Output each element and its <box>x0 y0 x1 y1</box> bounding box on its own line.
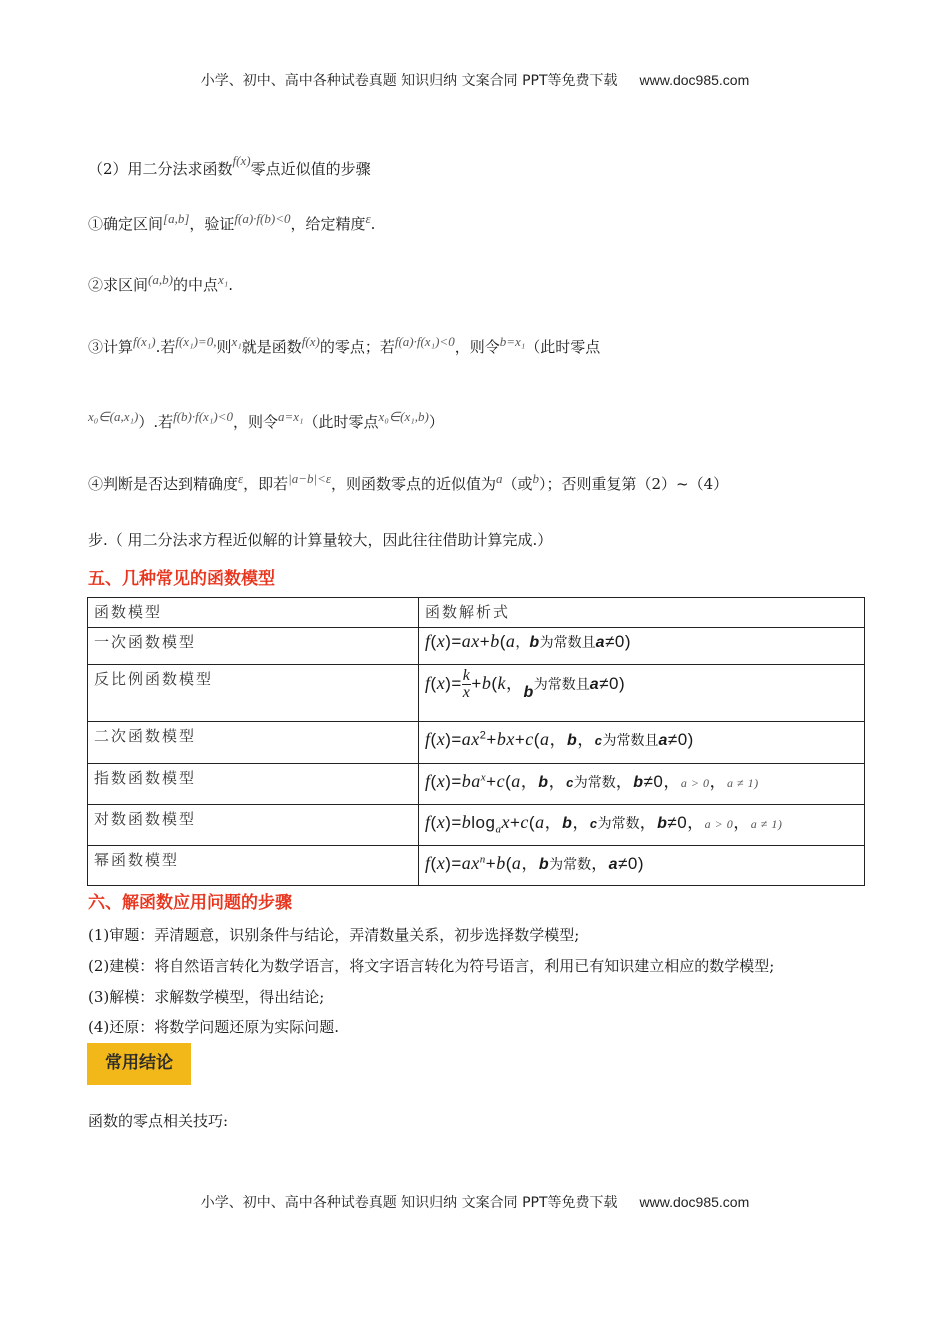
bisection-step-3 <box>88 336 600 357</box>
math: f(x₁)=0, <box>175 334 217 349</box>
math: ε <box>238 471 244 486</box>
math: x₀∈(a,x₁) <box>88 409 139 424</box>
math: f(x₁) <box>133 334 156 349</box>
sep: ， <box>515 635 530 651</box>
text: ，验证 <box>189 215 235 233</box>
common-conclusions-badge: 常用结论 <box>87 1043 191 1085</box>
table-row <box>88 665 865 722</box>
table-row <box>88 628 865 665</box>
const-label: 为常数 <box>533 676 576 693</box>
step-2: (2)建模：将自然语言转化为数学语言，将文字语言转化为符号语言，利用已有知识建立相应的数学模型; <box>88 957 775 975</box>
text: 则 <box>216 338 232 356</box>
math: b <box>532 471 540 486</box>
model-name: 反比例函数模型 <box>88 665 419 722</box>
math: x₁ <box>231 334 242 349</box>
text: ③计算 <box>88 338 134 356</box>
text: 的零点；若 <box>319 338 395 356</box>
const-label: 为常数 <box>549 857 592 873</box>
math: f(x) <box>301 334 320 349</box>
bisection-step-3-cont <box>88 411 444 432</box>
math: f(b)·f(x₁)<0 <box>173 409 233 424</box>
math: f(a)·f(b)<0 <box>234 211 291 226</box>
page-header <box>0 70 950 90</box>
model-formula: f(x)=blog$_a$x+c(a，b，c为常数，b≠0，a > 0，a ≠ 1) <box>419 805 865 846</box>
model-name: 指数函数模型 <box>88 764 419 805</box>
text: （此时零点 <box>303 413 379 431</box>
text: （此时零点 <box>525 338 601 356</box>
table-row <box>88 846 865 886</box>
math: f(x) <box>232 153 251 168</box>
bisection-title <box>88 153 371 179</box>
bisection-step-1 <box>88 213 375 234</box>
footer-text: 小学、初中、高中各种试卷真题 知识归纳 文案合同 PPT等免费下载 <box>200 1195 618 1211</box>
and-label: 且 <box>575 676 590 693</box>
col-header-model: 函数模型 <box>88 598 419 628</box>
step-3: (3)解模：求解数学模型，得出结论; <box>88 988 325 1006</box>
step-4: (4)还原：将数学问题还原为实际问题. <box>88 1018 340 1036</box>
const-label: 为常数 <box>597 816 640 832</box>
text: ，则令 <box>232 413 278 431</box>
text: ①确定区间 <box>88 215 164 233</box>
footer-site-link[interactable]: www.doc985.com <box>639 1194 750 1210</box>
text: ）.若 <box>138 413 174 431</box>
math: f(a)·f(x₁)<0 <box>394 334 455 349</box>
text: ） <box>428 413 444 431</box>
text: ）；否则重复第（2）~（4） <box>539 475 729 493</box>
const-label: 为常数 <box>602 733 645 749</box>
math: x₀∈(x₁,b) <box>378 409 429 424</box>
bisection-step-4-cont: 步.（ 用二分法求方程近似解的计算量较大，因此往往借助计算完成.） <box>88 531 553 549</box>
text: 就是函数 <box>241 338 302 356</box>
text: ，给定精度 <box>290 215 366 233</box>
math: [a,b] <box>163 211 190 226</box>
text: . <box>228 276 234 294</box>
model-name: 一次函数模型 <box>88 628 419 665</box>
model-formula: f(x)= $\frac{k}{x}$ +b(k，b为常数且a≠0) <box>419 665 865 722</box>
math: b=x₁ <box>499 334 526 349</box>
step-1: (1)审题：弄清题意，识别条件与结论，弄清数量关系，初步选择数学模型; <box>88 926 580 944</box>
math: a <box>496 471 503 486</box>
model-formula: $f(x)=ax^2+bx+c(a$，b，c为常数且a≠0) <box>419 722 865 764</box>
text: .若 <box>155 338 176 356</box>
text: 零点近似值的步骤 <box>250 160 371 178</box>
col-header-formula: 函数解析式 <box>419 598 865 628</box>
model-formula: $f(x)=ax^n+b(a$，b为常数，a≠0) <box>419 846 865 886</box>
math: ε <box>365 211 371 226</box>
section5-title: 五、几种常见的函数模型 <box>88 569 275 589</box>
text: . <box>370 215 376 233</box>
math: a=x₁ <box>277 409 304 424</box>
table-row <box>88 805 865 846</box>
const-label: 为常数 <box>573 775 616 791</box>
model-formula: $f(x)=ba^x+c(a$，b，c为常数，b≠0，a > 0，a ≠ 1) <box>419 764 865 805</box>
model-name: 幂函数模型 <box>88 846 419 886</box>
text: 的中点 <box>172 276 218 294</box>
model-name: 二次函数模型 <box>88 722 419 764</box>
math: x₁ <box>217 272 229 287</box>
model-name: 对数函数模型 <box>88 805 419 846</box>
text: ，即若 <box>243 475 289 493</box>
tips-heading: 函数的零点相关技巧: <box>88 1112 229 1130</box>
const-label: 为常数 <box>539 635 582 651</box>
table-header-row <box>88 598 865 628</box>
text: （2）用二分法求函数 <box>88 160 233 178</box>
function-models-table <box>87 597 865 886</box>
math: (a,b) <box>148 272 173 287</box>
header-site-link[interactable]: www.doc985.com <box>639 72 750 88</box>
math: |a−b|<ε <box>288 471 331 486</box>
header-text: 小学、初中、高中各种试卷真题 知识归纳 文案合同 PPT等免费下载 <box>200 73 618 89</box>
table-row <box>88 722 865 764</box>
text: ④判断是否达到精确度 <box>88 475 239 493</box>
and-label: 且 <box>581 635 596 651</box>
and-label: 且 <box>644 733 659 749</box>
table-row <box>88 764 865 805</box>
text: ，则函数零点的近似值为 <box>330 475 496 493</box>
text: ，则令 <box>454 338 500 356</box>
text: ②求区间 <box>88 276 149 294</box>
model-formula: f(x)=ax+b(a，b为常数且a≠0) <box>419 628 865 665</box>
bisection-step-4 <box>88 473 728 494</box>
section6-title: 六、解函数应用问题的步骤 <box>88 893 292 913</box>
bisection-step-2 <box>88 274 233 295</box>
text: （或 <box>502 475 533 493</box>
page-footer <box>0 1192 950 1212</box>
